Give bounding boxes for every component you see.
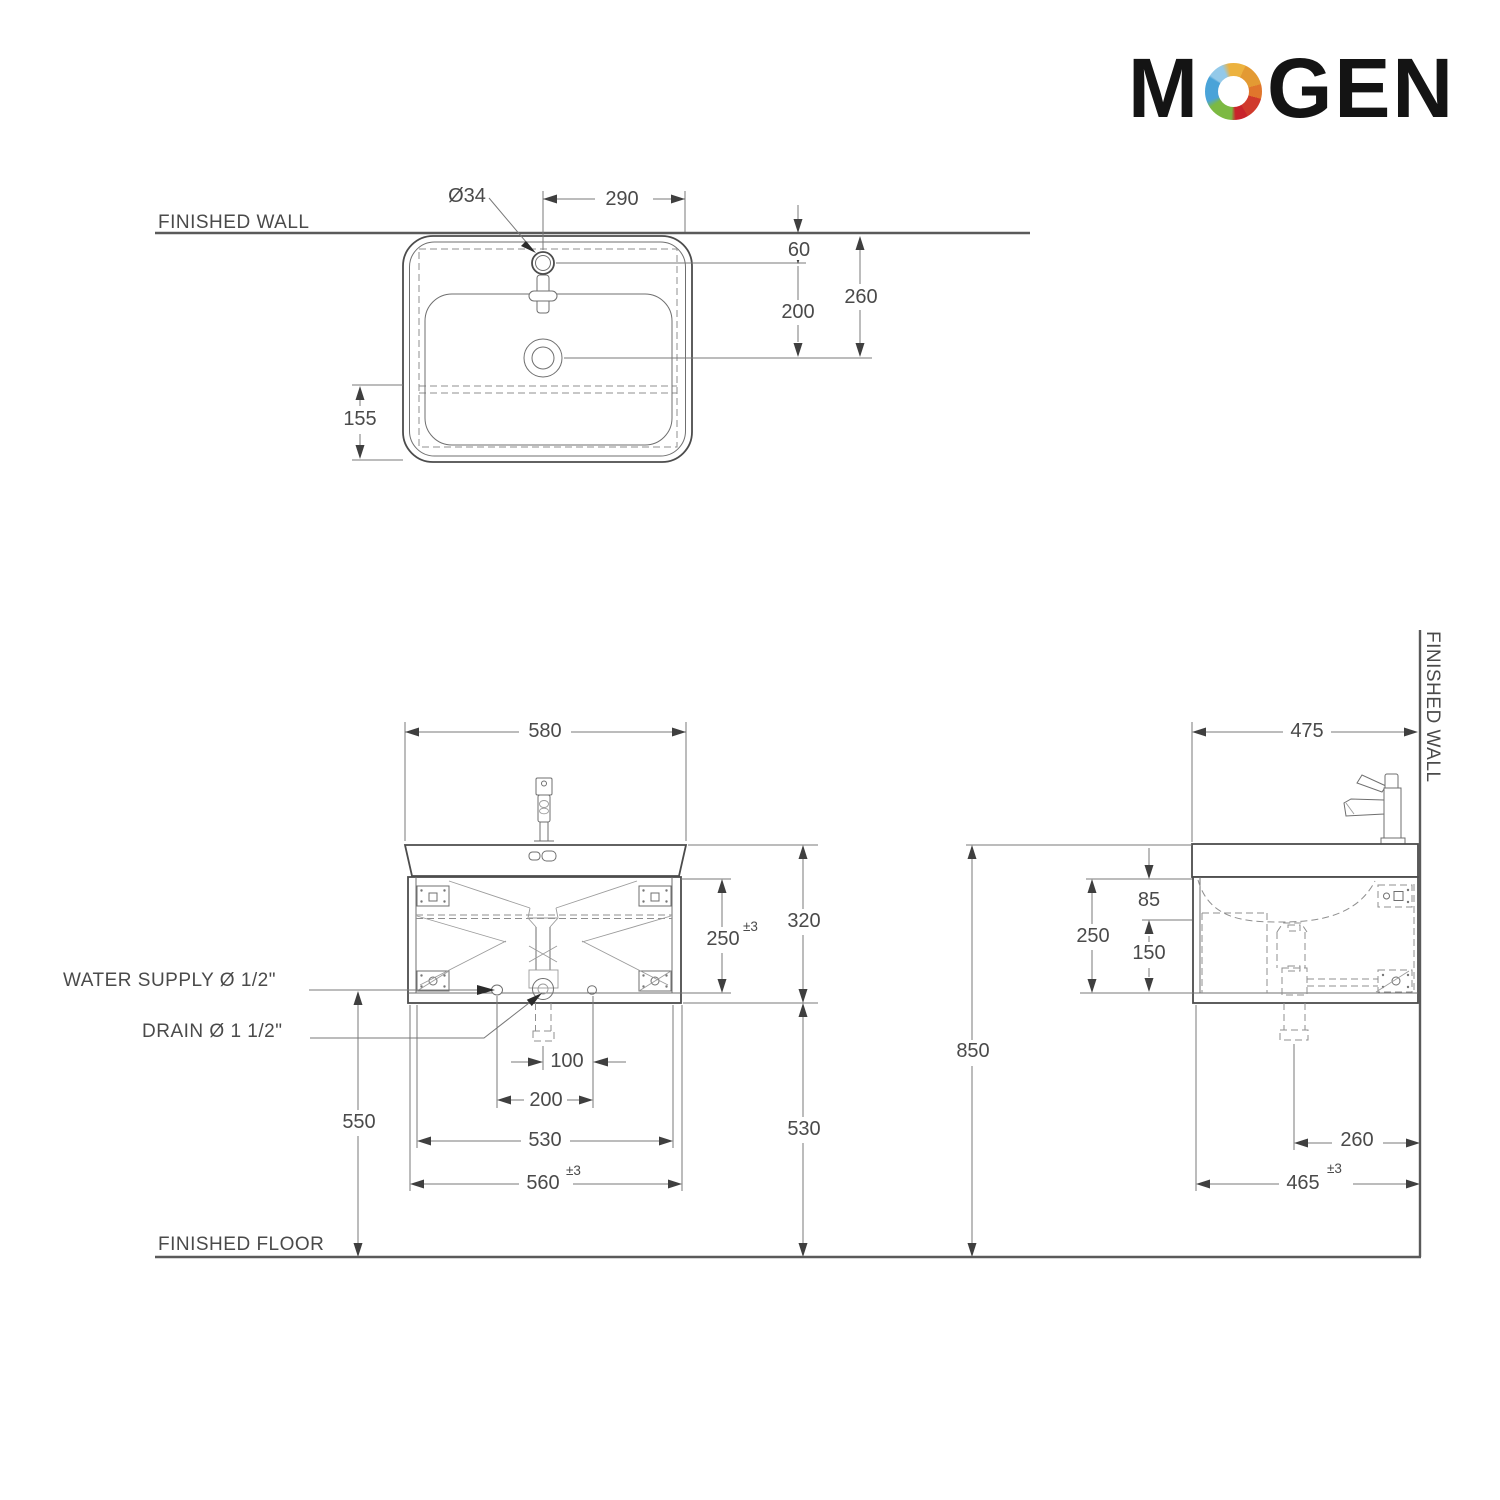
tol-label-465: ±3 (1327, 1161, 1342, 1176)
dim-label-60: 60 (787, 239, 811, 261)
water-supply-label: WATER SUPPLY Ø 1/2" (63, 970, 276, 991)
dim-label-475: 475 (1290, 720, 1324, 742)
dim-label-100: 100 (550, 1050, 584, 1072)
dim-label-290: 290 (605, 188, 639, 210)
basin-side (1192, 844, 1418, 877)
dim-label-85: 85 (1137, 889, 1161, 911)
dim-label-200-top: 200 (781, 301, 815, 323)
logo-ring-icon (1205, 63, 1262, 120)
dim-label-320: 320 (787, 910, 821, 932)
dim-label-155: 155 (343, 408, 377, 430)
dim-label-550: 550 (342, 1111, 376, 1133)
dim-320-530 (683, 845, 818, 1257)
logo-letters-gen: GEN (1266, 41, 1456, 135)
dim-label-250-front: 250 (706, 928, 740, 950)
dim-label-560: 560 (526, 1172, 560, 1194)
finished-floor-label: FINISHED FLOOR (158, 1234, 325, 1255)
faucet-side (1344, 774, 1405, 844)
dim-85-150 (1142, 848, 1192, 992)
front-view (309, 722, 818, 1257)
dim-label-200-front: 200 (529, 1089, 563, 1111)
tol-label-250: ±3 (743, 919, 758, 934)
cabinet-side (1193, 877, 1418, 1003)
dim-label-580: 580 (528, 720, 562, 742)
logo-letter-m: M (1128, 41, 1200, 135)
dim-label-465: 465 (1286, 1172, 1320, 1194)
finished-wall-label-side: FINISHED WALL (1422, 631, 1443, 783)
faucet-front (534, 778, 554, 841)
tol-label-560: ±3 (566, 1163, 581, 1178)
dim-530-width (417, 1005, 673, 1151)
dim-label-150: 150 (1132, 942, 1166, 964)
dim-label-250-side: 250 (1076, 925, 1110, 947)
dim-label-530-height: 530 (787, 1118, 821, 1140)
dim-label-260-top: 260 (844, 286, 878, 308)
dim-label-530-width: 530 (528, 1129, 562, 1151)
dim-label-dia34: Ø34 (448, 185, 486, 207)
dim-label-850: 850 (956, 1040, 990, 1062)
finished-wall-label-top: FINISHED WALL (158, 212, 310, 233)
dim-465 (1196, 1005, 1420, 1194)
drain-label: DRAIN Ø 1 1/2" (142, 1021, 283, 1042)
dim-60-200 (794, 205, 803, 357)
side-view (966, 630, 1420, 1257)
dim-label-260-side: 260 (1340, 1129, 1374, 1151)
brand-logo (1128, 41, 1456, 135)
